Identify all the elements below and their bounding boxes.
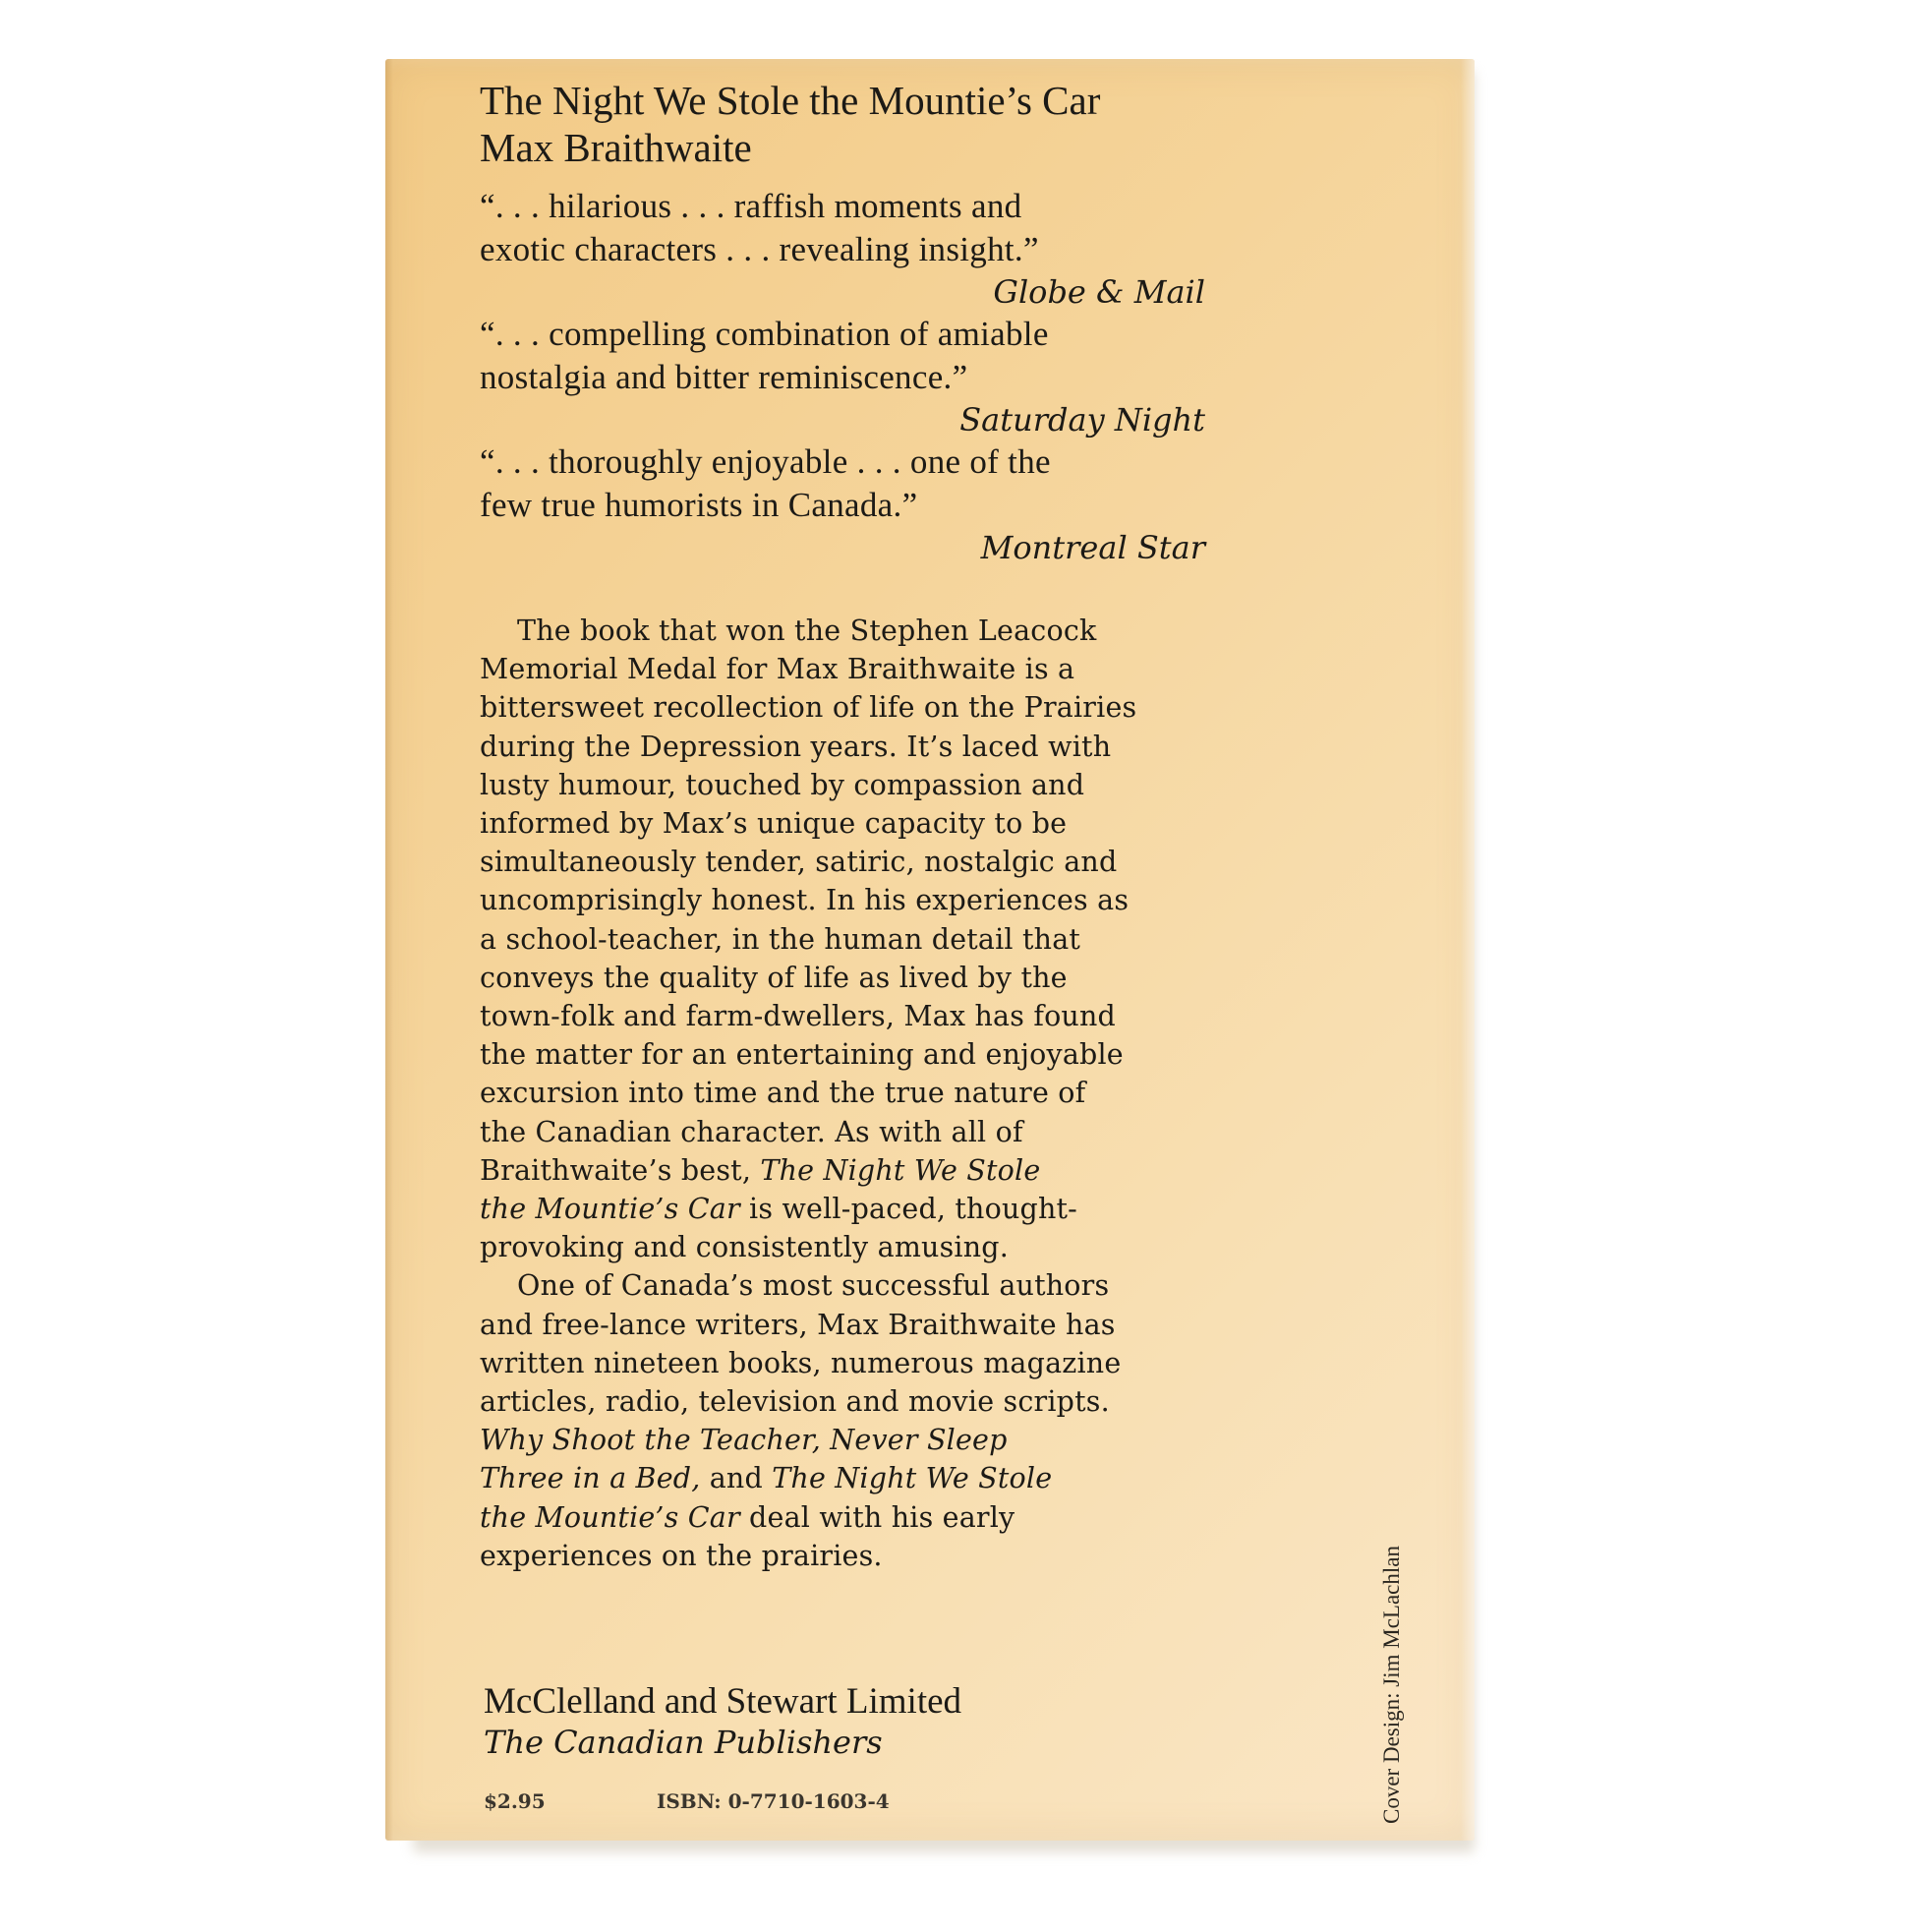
description-line	[480, 1459, 1207, 1497]
description-line: lusty humour, touched by compassion and	[480, 768, 1085, 801]
description-paragraph-2	[480, 1266, 1207, 1575]
description-text: Braithwaite’s best,	[480, 1153, 761, 1187]
review-montreal-star	[480, 440, 1207, 568]
description-line	[480, 1498, 1207, 1537]
book-description	[480, 612, 1207, 1575]
description-line: conveys the quality of life as lived by the	[480, 961, 1068, 994]
description-line: uncomprisingly honest. In his experiences as	[480, 884, 1130, 917]
cover-left-edge	[385, 59, 393, 1841]
description-text: is well-paced, thought-	[739, 1193, 1078, 1226]
description-text: and	[700, 1462, 773, 1495]
review-source: Globe & Mail	[993, 273, 1205, 311]
review-globe-and-mail	[480, 185, 1207, 313]
book-title-reference: The Night We Stole	[760, 1153, 1041, 1187]
description-line: provoking and consistently amusing.	[480, 1231, 1009, 1264]
publisher-block	[484, 1681, 1172, 1813]
description-line: simultaneously tender, satiric, nostalgic and	[480, 846, 1118, 879]
description-text: deal with his early	[739, 1500, 1015, 1534]
description-line: excursion into time and the true nature of	[480, 1077, 1086, 1110]
description-paragraph-1	[480, 612, 1207, 1266]
description-line: written nineteen books, numerous magazine	[480, 1346, 1122, 1379]
description-line	[480, 1421, 1207, 1459]
description-line: The book that won the Stephen Leacock	[517, 615, 1097, 647]
description-line: the matter for an entertaining and enjoyable	[480, 1038, 1124, 1072]
description-line: bittersweet recollection of life on the Prairies	[480, 691, 1137, 725]
description-line: and free-lance writers, Max Braithwaite has	[480, 1308, 1116, 1341]
cover-right-edge	[1461, 59, 1475, 1841]
publisher-name: McClelland and Stewart Limited	[484, 1681, 962, 1722]
description-line: a school-teacher, in the human detail that	[480, 922, 1081, 956]
review-saturday-night	[480, 313, 1207, 440]
review-quote-line: “. . . hilarious . . . raffish moments and	[480, 187, 1022, 225]
review-quote-line: few true humorists in Canada.”	[480, 486, 918, 524]
book-title: The Night We Stole the Mountie’s Car	[480, 78, 1101, 123]
review-quote-line: nostalgia and bitter reminiscence.”	[480, 358, 968, 396]
description-line: the Canadian character. As with all of	[480, 1115, 1023, 1148]
description-line: town-folk and farm-dwellers, Max has found	[480, 1000, 1116, 1033]
description-line: articles, radio, television and movie scripts.	[480, 1385, 1110, 1419]
description-line	[480, 1190, 1207, 1228]
description-line: experiences on the prairies.	[480, 1539, 883, 1572]
price: $2.95	[484, 1789, 546, 1813]
book-title-reference: Three in a Bed,	[480, 1462, 701, 1495]
review-quote-line: “. . . thoroughly enjoyable . . . one of the	[480, 442, 1051, 481]
publisher-tagline: The Canadian Publishers	[484, 1724, 883, 1761]
price-isbn-row	[484, 1789, 1172, 1813]
description-line: during the Depression years. It’s laced with	[480, 730, 1112, 763]
book-title-reference: the Mountie’s Car	[480, 1193, 740, 1226]
description-line: Memorial Medal for Max Braithwaite is a	[480, 653, 1075, 686]
book-back-cover	[385, 59, 1475, 1841]
description-line: informed by Max’s unique capacity to be	[480, 807, 1068, 841]
review-source: Montreal Star	[980, 529, 1205, 566]
review-source: Saturday Night	[959, 401, 1205, 439]
review-quote-line: “. . . compelling combination of amiable	[480, 315, 1049, 353]
cover-text	[480, 77, 1207, 1575]
book-title-reference: The Night We Stole	[772, 1462, 1053, 1495]
isbn: ISBN: 0-7710-1603-4	[657, 1789, 890, 1813]
description-line: One of Canada’s most successful authors	[517, 1269, 1110, 1303]
book-title-reference: the Mountie’s Car	[480, 1500, 740, 1534]
book-author: Max Braithwaite	[480, 125, 752, 170]
cover-design-credit: Cover Design: Jim McLachlan	[1379, 1546, 1404, 1824]
review-quote-line: exotic characters . . . revealing insight.”	[480, 230, 1039, 268]
description-line	[480, 1151, 1207, 1190]
book-title-reference: Why Shoot the Teacher, Never Sleep	[480, 1424, 1008, 1457]
